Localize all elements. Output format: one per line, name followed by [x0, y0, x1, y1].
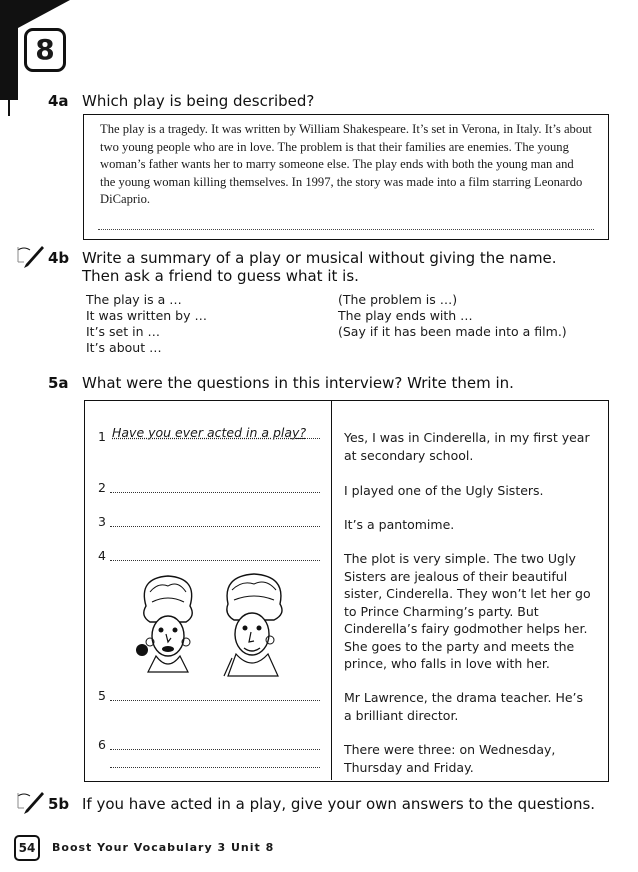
question-line	[290, 437, 320, 439]
exercise-4b-prompts-right	[338, 292, 567, 340]
ugly-sister-right	[224, 574, 282, 676]
question-number: 1	[98, 429, 106, 444]
interview-answer: It’s a pantomime.	[344, 517, 455, 532]
exercise-4b-prompts-left	[86, 292, 207, 356]
question-number: 2	[98, 480, 106, 495]
exercise-4a-passage: The play is a tragedy. It was written by William Shakespeare. It’s set in Verona, in Italy. It’s about two young people who are in love. The problem is that their families are enemies. The young woman’s father wants her to marry someone else. The play ends with both the young man and the young woman killing themselves. In 1997, the story was made into a film starring Leonardo DiCaprio.	[100, 122, 592, 207]
exercise-5b-label: 5b	[48, 795, 70, 813]
page-number: 54	[14, 835, 40, 861]
question-number: 4	[98, 548, 106, 563]
interview-table-divider	[331, 400, 332, 780]
question-5-line[interactable]	[110, 699, 320, 701]
question-number: 5	[98, 688, 106, 703]
prompt-item: (Say if it has been made into a film.)	[338, 324, 567, 339]
prompt-item: It’s set in …	[86, 324, 160, 339]
exercise-5a-title: What were the questions in this interview? Write them in.	[82, 374, 514, 392]
question-6-line-2[interactable]	[110, 766, 320, 768]
ugly-sisters-illustration	[128, 572, 296, 680]
exercise-4a-passage-box	[83, 114, 609, 240]
interview-answer: The plot is very simple. The two Ugly Sisters are jealous of their beautiful sister, Cinderella. They won’t let her go to Prince Charming’s party. But Cinderella’s fairy godmother helps her. She goes to the party and meets the prince, who falls in love with her.	[344, 551, 591, 671]
interview-answer: I played one of the Ugly Sisters.	[344, 483, 544, 498]
prompt-item: (The problem is …)	[338, 292, 458, 307]
question-2-line[interactable]	[110, 491, 320, 493]
exercise-4a-label: 4a	[48, 92, 69, 110]
prompt-item: The play is a …	[86, 292, 182, 307]
question-4-line[interactable]	[110, 559, 320, 561]
exercise-4a-answer-line[interactable]	[98, 229, 594, 230]
exercise-4b-title-line1: Write a summary of a play or musical without giving the name.	[82, 249, 557, 267]
prompt-item: It was written by …	[86, 308, 207, 323]
exercise-4b-title-line2: Then ask a friend to guess what it is.	[82, 267, 359, 285]
unit-number-badge: 8	[24, 28, 66, 72]
exercise-4a-title: Which play is being described?	[82, 92, 315, 110]
interview-answer: Yes, I was in Cinderella, in my first year at secondary school.	[344, 430, 590, 463]
pencil-icon	[16, 244, 46, 270]
ugly-sister-left	[136, 576, 192, 672]
exercise-5b-title: If you have acted in a play, give your own answers to the questions.	[82, 795, 596, 813]
exercise-4b-label: 4b	[48, 249, 70, 267]
interview-answer: Mr Lawrence, the drama teacher. He’s a brilliant director.	[344, 690, 584, 723]
margin-rule	[8, 94, 10, 116]
pencil-icon	[16, 790, 46, 816]
question-number: 6	[98, 737, 106, 752]
question-6-line[interactable]	[110, 748, 320, 750]
exercise-5a-label: 5a	[48, 374, 69, 392]
question-number: 3	[98, 514, 106, 529]
prompt-item: It’s about …	[86, 340, 162, 355]
interview-answer: There were three: on Wednesday, Thursday and Friday.	[344, 742, 556, 775]
book-title: Boost Your Vocabulary 3 Unit 8	[52, 841, 275, 854]
prompt-item: The play ends with …	[338, 308, 473, 323]
question-1-answer[interactable]: Have you ever acted in a play?	[112, 425, 307, 440]
question-3-line[interactable]	[110, 525, 320, 527]
